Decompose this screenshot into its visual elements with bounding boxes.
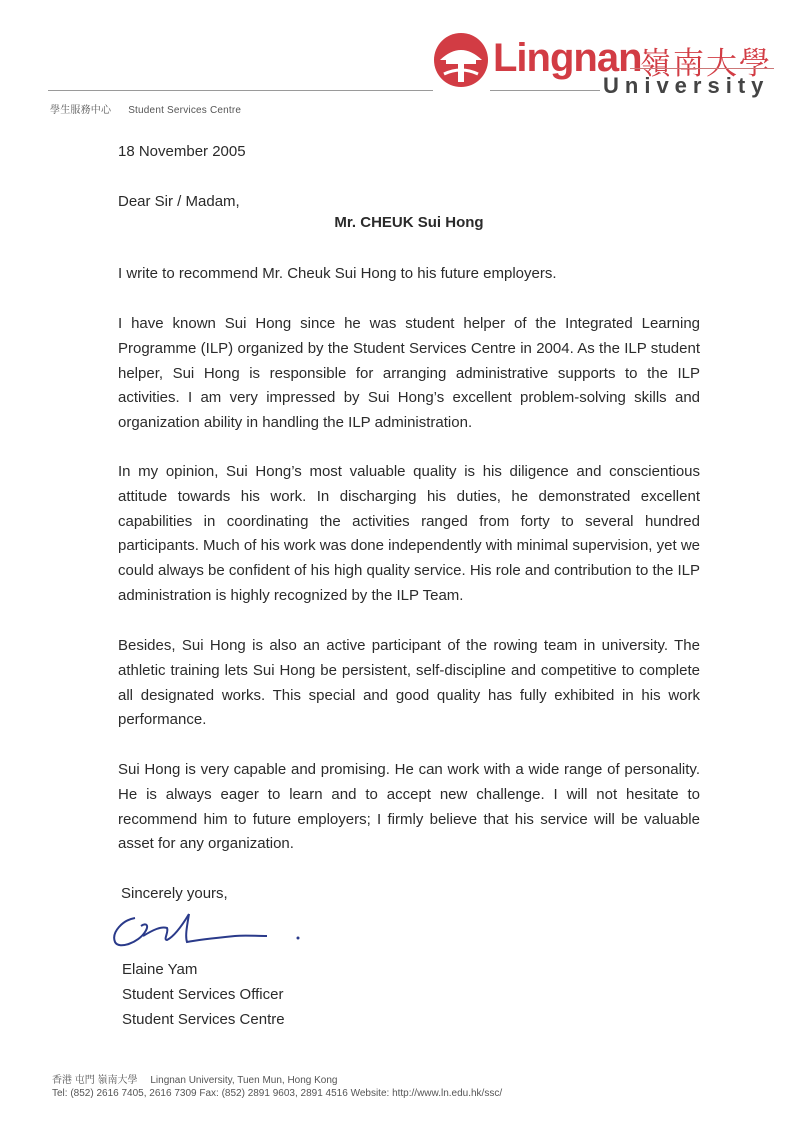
footer-address-english: Lingnan University, Tuen Mun, Hong Kong <box>150 1075 338 1086</box>
header-rule-left <box>48 90 433 91</box>
letter-paragraph: In my opinion, Sui Hong’s most valuable quality is his diligence and conscientious attitude towards his work. In discharging his duties, he demonstrated excellent capabilities in coordinating the activities ranged from forty to several hundred participants. Much of his work was done independently with minimal supervision, yet we could always be confident of his high quality service. His role and contribution to the ILP administration is highly recognized by the ILP Team. <box>118 463 700 604</box>
signatory-department: Student Services Centre <box>122 1011 285 1028</box>
letter-paragraph: I write to recommend Mr. Cheuk Sui Hong to his future employers. <box>118 265 557 282</box>
logo-wordmark-chinese: 嶺南大學 <box>640 46 772 81</box>
footer-address <box>52 1071 338 1086</box>
signatory-block <box>122 957 285 1032</box>
logo-wordmark-university: University <box>603 73 770 98</box>
header-rule-right <box>490 90 600 91</box>
logo-underline <box>630 68 774 69</box>
letter-date: 18 November 2005 <box>118 143 246 160</box>
letter-paragraph: I have known Sui Hong since he was student helper of the Integrated Learning Programme (ILP) organized by the Student Services Centre in 2004. As the ILP student helper, Sui Hong is responsible for arranging administrative supports to the ILP activities. I am very impressed by Sui Hong’s excellent problem-solving skills and organization ability in handling the ILP administration. <box>118 315 700 432</box>
lingnan-emblem-logo <box>432 30 490 90</box>
department-english: Student Services Centre <box>128 105 242 116</box>
signatory-name: Elaine Yam <box>122 961 198 978</box>
letter-subject: Mr. CHEUK Sui Hong <box>334 214 484 231</box>
department-chinese: 學生服務中心 <box>50 105 112 116</box>
department-label <box>50 101 241 116</box>
logo-wordmark-english: Lingnan <box>493 36 642 80</box>
signatory-title: Student Services Officer <box>122 986 284 1003</box>
letter-paragraph: Besides, Sui Hong is also an active participant of the rowing team in university. The athletic training lets Sui Hong be persistent, self-discipline and competitive to complete all designated works. This special and good quality has fully exhibited in his work performance. <box>118 637 700 729</box>
letter-salutation: Dear Sir / Madam, <box>118 193 240 210</box>
letter-closing: Sincerely yours, <box>121 885 228 902</box>
handwritten-signature <box>105 906 310 956</box>
letter-paragraph: Sui Hong is very capable and promising. He can work with a wide range of personality. He is always eager to learn and to accept new challenge. I will not hesitate to recommend him to future employers; I firmly believe that his service will be valuable asset for any organization. <box>118 761 700 853</box>
footer-contact: Tel: (852) 2616 7405, 2616 7309 Fax: (852) 2891 9603, 2891 4516 Website: http://www.ln.edu.hk/ssc/ <box>52 1088 503 1099</box>
footer-address-chinese: 香港 屯門 嶺南大學 <box>52 1075 138 1086</box>
